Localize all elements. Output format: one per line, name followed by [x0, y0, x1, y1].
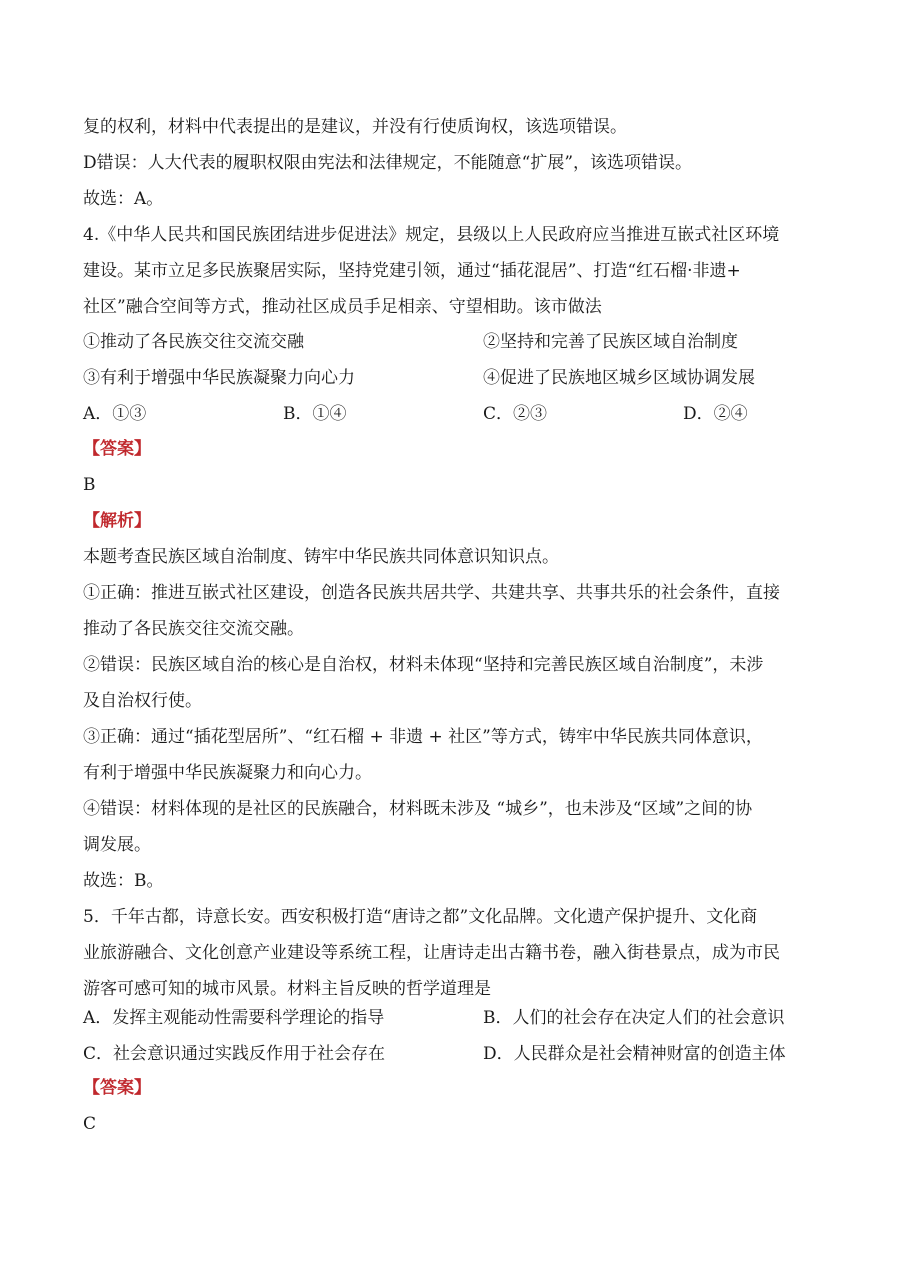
- q4-analysis-line: ③正确：通过“插花型居所”、“红石榴 + 非遗 + 社区”等方式，铸牢中华民族共同体意识，: [83, 727, 763, 747]
- q4-stem-line: 社区”融合空间等方式，推动社区成员手足相亲、守望相助。该市做法: [83, 297, 602, 317]
- q4-analysis-line: 有利于增强中华民族凝聚力和向心力。: [83, 763, 372, 783]
- q5-stem-line: 5．千年古都，诗意长安。西安积极打造“唐诗之都”文化品牌。文化遗产保护提升、文化商: [83, 907, 758, 927]
- q4-statement: ③有利于增强中华民族凝聚力向心力: [83, 368, 355, 388]
- q4-choice-d: D．②④: [683, 404, 748, 424]
- q4-analysis-line: 推动了各民族交往交流交融。: [83, 619, 304, 639]
- q4-choice-b: B．①④: [283, 404, 347, 424]
- q4-analysis-tag: 【解析】: [83, 511, 151, 531]
- q5-choice-c: C．社会意识通过实践反作用于社会存在: [83, 1044, 386, 1064]
- intro-line: 复的权利，材料中代表提出的是建议，并没有行使质询权，该选项错误。: [83, 117, 627, 137]
- q4-analysis-line: 故选：B。: [83, 871, 164, 891]
- q4-analysis-line: 本题考查民族区域自治制度、铸牢中华民族共同体意识知识点。: [83, 547, 559, 567]
- q5-choice-b: B．人们的社会存在决定人们的社会意识: [483, 1008, 785, 1028]
- intro-line: D错误：人大代表的履职权限由宪法和法律规定，不能随意“扩展”，该选项错误。: [83, 153, 693, 173]
- q4-analysis-line: ④错误：材料体现的是社区的民族融合，材料既未涉及 “城乡”，也未涉及“区域”之间的协: [83, 799, 753, 819]
- q4-choice-c: C．②③: [483, 404, 548, 424]
- q4-statement: ④促进了民族地区城乡区域协调发展: [483, 368, 755, 388]
- q5-choice-a: A．发挥主观能动性需要科学理论的指导: [83, 1008, 385, 1028]
- q4-analysis-line: 调发展。: [83, 835, 151, 855]
- q4-answer-tag: 【答案】: [83, 439, 151, 459]
- q4-stem-line: 4.《中华人民共和国民族团结进步促进法》规定，县级以上人民政府应当推进互嵌式社区环境: [83, 225, 780, 245]
- q5-choice-d: D．人民群众是社会精神财富的创造主体: [483, 1044, 786, 1064]
- q4-statement: ②坚持和完善了民族区域自治制度: [483, 332, 738, 352]
- q4-analysis-line: ②错误：民族区域自治的核心是自治权，材料未体现“坚持和完善民族区域自治制度”，未涉: [83, 655, 764, 675]
- q5-answer: C: [83, 1114, 97, 1134]
- q5-answer-tag: 【答案】: [83, 1078, 151, 1098]
- q5-stem-line: 游客可感可知的城市风景。材料主旨反映的哲学道理是: [83, 979, 491, 999]
- q4-analysis-line: 及自治权行使。: [83, 691, 202, 711]
- q4-answer: B: [83, 475, 96, 495]
- q5-stem-line: 业旅游融合、文化创意产业建设等系统工程，让唐诗走出古籍书卷，融入街巷景点，成为市民: [83, 943, 780, 963]
- q4-statement: ①推动了各民族交往交流交融: [83, 332, 304, 352]
- intro-line: 故选：A。: [83, 189, 164, 209]
- q4-choice-a: A．①③: [83, 404, 147, 424]
- q4-stem-line: 建设。某市立足多民族聚居实际，坚持党建引领，通过“插花混居”、打造“红石榴·非遗+: [83, 261, 741, 281]
- q4-analysis-line: ①正确：推进互嵌式社区建设，创造各民族共居共学、共建共享、共事共乐的社会条件，直接: [83, 583, 780, 603]
